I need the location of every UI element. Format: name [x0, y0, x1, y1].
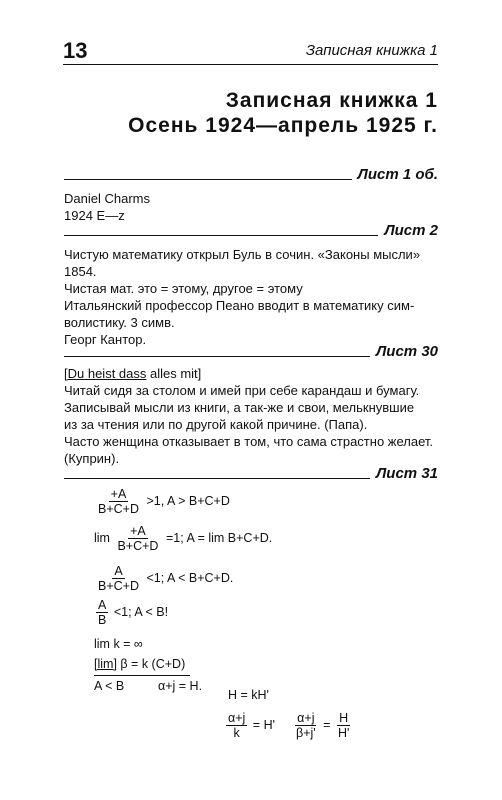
text-line: Итальянский профессор Пеано вводит в математику сим-: [64, 298, 415, 313]
sheet-header-2: [64, 219, 438, 239]
formula-5: lim k = ∞: [94, 637, 143, 651]
denominator: H': [337, 726, 350, 740]
numerator: +A: [130, 524, 146, 538]
formula-2: [94, 524, 272, 553]
formula-rest: = H': [252, 717, 275, 732]
formula-rest: β = k (C+D): [116, 657, 186, 671]
sheet-label: Лист 1 об.: [357, 166, 438, 183]
sheet-header-31: [64, 462, 438, 482]
chapter-title: Записная книжка 1: [225, 89, 438, 112]
sheet-label: Лист 31: [376, 465, 438, 482]
fraction: [226, 711, 247, 740]
text-line: 1854.: [64, 264, 97, 279]
text-fragment: alles mit]: [146, 366, 202, 381]
text-line: Daniel Charms: [64, 191, 150, 206]
text-line: (Куприн).: [64, 451, 120, 466]
text-line: 1924 E—z: [64, 208, 125, 223]
sheet-label: Лист 30: [376, 343, 438, 360]
denominator: B: [98, 613, 107, 627]
numerator: +A: [110, 487, 127, 501]
text-line: Часто женщина отказывает в том, что сама страстно желает.: [64, 434, 434, 449]
formula-rest: =1; A = lim B+C+D.: [165, 530, 273, 545]
header-divider: [63, 64, 438, 65]
formula-8: H = kH': [228, 688, 269, 702]
underlined-text: [lim]: [94, 657, 117, 671]
formula-rule: [94, 675, 190, 676]
chapter-subtitle: Осень 1924—апрель 1925 г.: [128, 114, 438, 137]
denominator: B+C+D: [117, 539, 159, 553]
text-line: волистику. 3 симв.: [64, 315, 175, 330]
formula-1: [94, 487, 230, 516]
numerator: α+j: [297, 711, 315, 725]
formula-9: [224, 711, 275, 740]
text-block-2: [64, 246, 438, 348]
sheet-header-30: [64, 340, 438, 360]
text-line: из за чтения или по другой какой причине. (Папа).: [64, 417, 368, 432]
text-line: Читай сидя за столом и имей при себе карандаш и бумагу.: [64, 383, 420, 398]
text-line: Записывай мысли из книги, а так-же и свои, мелькнувшие: [64, 400, 415, 415]
underlined-text: [Du heist dass: [64, 366, 147, 381]
page-number: 13: [63, 38, 88, 63]
sheet-rule: [64, 356, 370, 357]
denominator: B+C+D: [98, 502, 139, 516]
running-title: Записная книжка 1: [305, 42, 438, 59]
formula-7b: α+j = H.: [158, 679, 203, 693]
formula-rest: <1; A < B!: [113, 604, 169, 619]
numerator: A: [98, 598, 107, 612]
fraction: [96, 564, 141, 593]
formula-rest: <1; A < B+C+D.: [146, 570, 234, 585]
numerator: H: [339, 711, 349, 725]
sheet-label: Лист 2: [384, 222, 438, 239]
formula-7a: A < B: [94, 679, 125, 693]
numerator: α+j: [228, 711, 246, 725]
denominator: k: [233, 726, 240, 740]
sheet-rule: [64, 179, 352, 180]
lim-operator: lim: [94, 530, 110, 545]
text-block-3: [64, 365, 438, 467]
formula-3: [94, 564, 233, 593]
denominator: β+j': [296, 726, 316, 740]
sheet-rule: [64, 235, 378, 236]
text-line: Чистую математику открыл Буль в сочин. «Законы мысли»: [64, 247, 421, 262]
fraction: [294, 711, 318, 740]
text-line: [64, 365, 438, 382]
formula-6: [94, 657, 185, 671]
formula-rest: >1, A > B+C+D: [146, 493, 230, 508]
numerator: A: [114, 564, 123, 578]
fraction: [96, 598, 108, 627]
sheet-header-1: [64, 163, 438, 183]
formula-10: [292, 711, 353, 740]
equals-sign: =: [323, 717, 331, 732]
sheet-rule: [64, 478, 370, 479]
fraction: [115, 524, 160, 553]
text-line: Георг Кантор.: [64, 332, 147, 347]
text-line: Чистая мат. это = этому, другое = этому: [64, 281, 303, 296]
fraction: [336, 711, 351, 740]
formula-4: [94, 598, 168, 627]
fraction: [96, 487, 141, 516]
denominator: B+C+D: [98, 579, 139, 593]
